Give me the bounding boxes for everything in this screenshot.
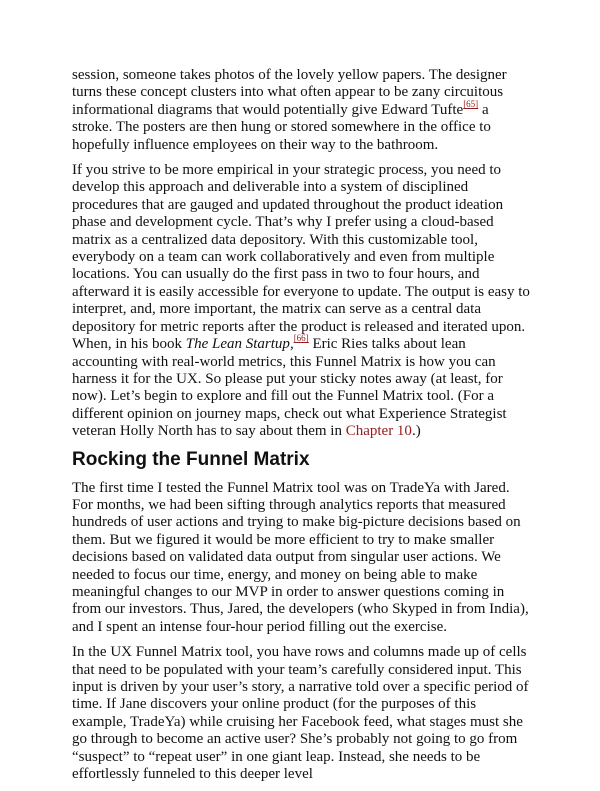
footnote-ref-66 — [294, 333, 309, 343]
chapter-10-link[interactable]: Chapter 10 — [345, 423, 412, 440]
paragraph-2-text-b: , — [289, 336, 294, 353]
paragraph-2-text-d: .) — [411, 423, 421, 440]
footnote-link-66[interactable]: [66] — [293, 333, 309, 344]
paragraph-1-text-b: a stroke. The posters are then hung or stored somewhere in the office to hopefully influence employees on their way to the bathroom. — [72, 101, 491, 153]
paragraph-4: In the UX Funnel Matrix tool, you have rows and columns made up of cells that need to be populated with your team’s carefully considered input. This input is driven by your user’s story, a narrative told over a specific period of time. If Jane discovers your online product (for the purposes of this example, TradeYa) while cruising her Facebook feed, what stages must she go through to become an active user? She’s probably not going to go from “suspect” to “repeat user” in one giant leap. Instead, she needs to be effortlessly funneled to this deeper level — [72, 644, 529, 783]
footnote-ref-65 — [463, 99, 478, 109]
page-content — [72, 67, 532, 791]
paragraph-1 — [72, 67, 532, 154]
paragraph-3: The first time I tested the Funnel Matrix tool was on TradeYa with Jared. For months, we had been sifting through analytics reports that measured hundreds of user actions and trying to make big-picture decisions based on them. But we figured it would be more efficient to try to make smaller decisions based on validated data output from singular user actions. We needed to focus our time, energy, and money on being able to make meaningful changes to our MVP in order to answer questions coming in from our investors. Thus, Jared, the developers (who Skyped in from India), and I spent an intense four-hour period filling out the exercise. — [72, 479, 529, 635]
paragraph-2-text-c: Eric Ries talks about lean accounting with real-world metrics, this Funnel Matrix is how you can harness it for the UX. So please put your sticky notes away (at least, for now). Let’s begin to explore and fill out the Funnel Matrix tool. (For a different opinion on journey maps, check out what Experience Strategist veteran Holly North has to say about them in — [72, 336, 507, 440]
section-heading: Rocking the Funnel Matrix — [72, 448, 310, 470]
paragraph-2 — [72, 162, 532, 441]
paragraph-1-text-a: session, someone takes photos of the lovely yellow papers. The designer turns these concept clusters into what often appear to be zany circuitous informational diagrams that would potentially give Edward Tufte — [72, 67, 507, 118]
footnote-link-65[interactable]: [65] — [463, 98, 479, 109]
book-title: The Lean Startup — [185, 336, 290, 353]
paragraph-2-text-a: If you strive to be more empirical in your strategic process, you need to develop this approach and deliverable into a system of disciplined procedures that are gauged and updated throughout the product ideation phase and development cycle. That’s why I prefer using a cloud-based matrix as a centralized data depository. With this customizable tool, everybody on a team can work collaboratively and even from multiple locations. You can usually do the first pass in two to four hours, and afterward it is easily accessible for everyone to update. The output is easy to interpret, and, more important, the matrix can serve as a central data depository for metric reports after the product is released and iterated upon. When, in his book — [72, 162, 530, 353]
